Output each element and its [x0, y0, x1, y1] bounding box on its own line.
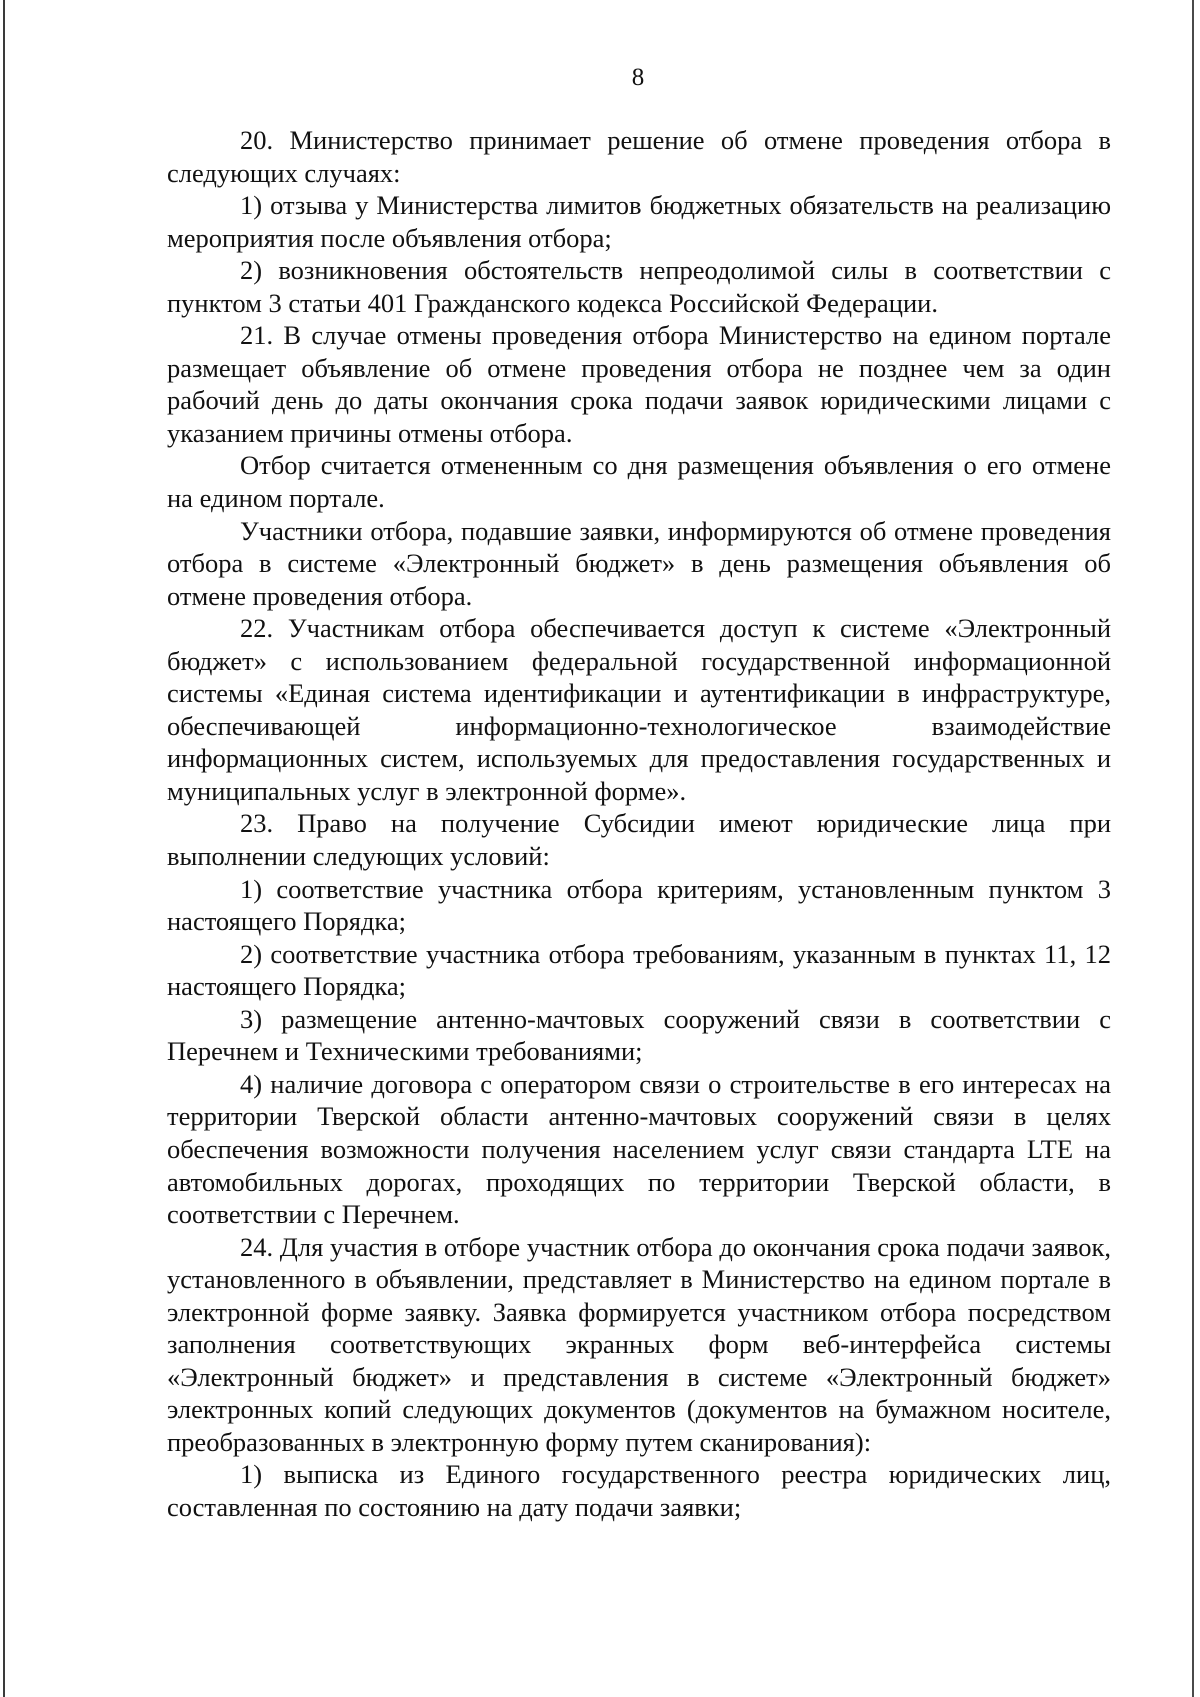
paragraph-22: 22. Участникам отбора обеспечивается доступ к системе «Электронный бюджет» с использованием федеральной государственной информационной системы «Единая система идентификации и аутентификации в инфраструктуре, обеспечивающей информационно-технологическое взаимодействие информационных систем, используемых для предоставления государственных и муниципальных услуг в электронной форме».: [167, 613, 1111, 806]
page-number: 8: [631, 64, 645, 91]
scan-edge-left: [3, 0, 5, 1697]
paragraph-21: 21. В случае отмены проведения отбора Министерство на едином портале размещает объявление об отмене проведения отбора не позднее чем за один рабочий день до даты окончания срока подачи заявок юридическими лицами с указанием причины отмены отбора.: [167, 320, 1111, 448]
document-body: [167, 124, 1111, 1524]
paragraph-20: 20. Министерство принимает решение об отмене проведения отбора в следующих случаях:: [167, 125, 1111, 188]
paragraph-21-participants: Участники отбора, подавшие заявки, информируются об отмене проведения отбора в системе «Электронный бюджет» в день размещения объявления об отмене проведения отбора.: [167, 515, 1111, 611]
paragraph-23: 23. Право на получение Субсидии имеют юридические лица при выполнении следующих условий:: [167, 808, 1111, 872]
paragraph-20-item-2: 2) возникновения обстоятельств непреодолимой силы в соответствии с пунктом 3 статьи 401 Гражданского кодекса Российской Федерации.: [167, 255, 1111, 318]
paragraph-24: 24. Для участия в отборе участник отбора до окончания срока подачи заявок, установленного в объявлении, представляет в Министерство на едином портале в электронной форме заявку. Заявка формируется участником отбора посредством заполнения соответствующих экранных форм веб-интерфейса системы «Электронный бюджет» и представления в системе «Электронный бюджет» электронных копий следующих документов (документов на бумажном носителе, преобразованных в электронную форму путем сканирования):: [167, 1231, 1111, 1457]
paragraph-23-item-4: 4) наличие договора с оператором связи о строительстве в его интересах на территории Тверской области антенно-мачтовых сооружений связи в целях обеспечения возможности получения населением услуг связи стандарта LTE на автомобильных дорогах, проходящих по территории Тверской области, в соответствии с Перечнем.: [167, 1068, 1111, 1230]
paragraph-23-item-3: 3) размещение антенно-мачтовых сооружений связи в соответствии с Перечнем и Техническими требованиями;: [167, 1003, 1111, 1067]
paragraph-23-item-1: 1) соответствие участника отбора критериям, установленным пунктом 3 настоящего Порядка;: [167, 873, 1111, 937]
paragraph-21-cancellation: Отбор считается отмененным со дня размещения объявления о его отмене на едином портале.: [167, 450, 1111, 514]
scan-edge-right: [1192, 0, 1194, 1697]
paragraph-20-item-1: 1) отзыва у Министерства лимитов бюджетных обязательств на реализацию мероприятия после объявления отбора;: [167, 190, 1111, 253]
paragraph-23-item-2: 2) соответствие участника отбора требованиям, указанным в пунктах 11, 12 настоящего Порядка;: [167, 938, 1111, 1002]
paragraph-24-item-1: 1) выписка из Единого государственного реестра юридических лиц, составленная по состоянию на дату подачи заявки;: [167, 1459, 1111, 1522]
